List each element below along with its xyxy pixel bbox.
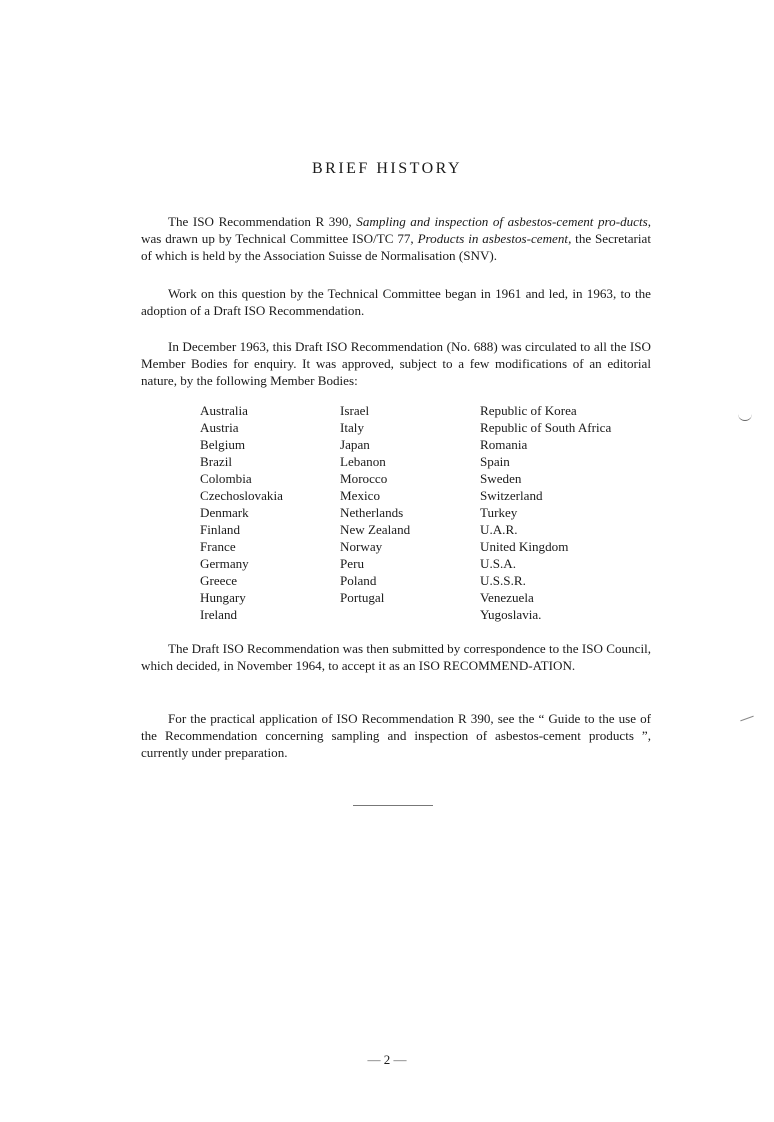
member-body: Poland bbox=[340, 573, 377, 588]
member-body: United Kingdom bbox=[480, 539, 569, 554]
p3-text: In December 1963, this Draft ISO Recommendation (No. 688) was circulated to all the ISO Member Bodies for enquiry. It was approved, subject to a few modifications of an editorial nature, by the following Member Bodies: bbox=[141, 339, 651, 388]
page-title: BRIEF HISTORY bbox=[311, 160, 462, 177]
member-body: U.S.S.R. bbox=[480, 573, 526, 588]
p1-committee-italic: Products in asbestos-cement bbox=[417, 231, 569, 246]
member-body: Lebanon bbox=[340, 454, 386, 469]
member-body: Morocco bbox=[340, 471, 388, 486]
member-body: Sweden bbox=[480, 471, 522, 486]
member-body: Venezuela bbox=[480, 590, 534, 605]
p1-title-italic: Sampling and inspection of asbestos-cement pro-ducts bbox=[356, 214, 648, 229]
member-body: Germany bbox=[200, 556, 249, 571]
member-body: Yugoslavia. bbox=[480, 607, 542, 622]
member-list-col3 bbox=[480, 402, 611, 623]
member-body: Switzerland bbox=[480, 488, 543, 503]
p1-text-e: , the Secretariat of which is held by the Association Suisse de Normalisation (SNV). bbox=[141, 231, 652, 263]
member-body: Mexico bbox=[340, 488, 380, 503]
member-body: Brazil bbox=[200, 454, 232, 469]
member-body: Republic of South Africa bbox=[480, 420, 612, 435]
member-body: Colombia bbox=[200, 471, 252, 486]
member-body: Greece bbox=[200, 573, 238, 588]
member-body: Peru bbox=[340, 556, 365, 571]
member-body: Israel bbox=[340, 403, 370, 418]
member-body: Spain bbox=[480, 454, 510, 469]
paragraph-guide bbox=[141, 710, 651, 761]
member-body: Austria bbox=[200, 420, 239, 435]
member-body: Ireland bbox=[200, 607, 238, 622]
member-body: Hungary bbox=[200, 590, 246, 605]
member-list-col2 bbox=[340, 402, 410, 606]
member-body: Japan bbox=[340, 437, 370, 452]
member-list-col1 bbox=[200, 402, 283, 623]
member-body: Italy bbox=[340, 420, 364, 435]
p1-text-c: , was drawn up by Technical Committee ISO/TC 77, bbox=[141, 214, 651, 246]
member-body: U.S.A. bbox=[480, 556, 517, 571]
member-body: Portugal bbox=[340, 590, 385, 605]
margin-mark bbox=[738, 412, 752, 421]
page-number-value: 2 bbox=[383, 1052, 391, 1067]
p2-text: Work on this question by the Technical Committee began in 1961 and led, in 1963, to the adoption of a Draft ISO Recommendation. bbox=[141, 286, 651, 318]
p5-text: For the practical application of ISO Recommendation R 390, see the “ Guide to the use of the Recommendation concerning sampling and inspection of asbestos-cement products ”, currently under preparation. bbox=[141, 711, 651, 760]
separator-rule bbox=[353, 805, 433, 806]
member-body: Denmark bbox=[200, 505, 249, 520]
member-body: France bbox=[200, 539, 236, 554]
paragraph-circulation bbox=[141, 338, 651, 389]
member-body: Belgium bbox=[200, 437, 246, 452]
member-body: Czechoslovakia bbox=[200, 488, 283, 503]
page-number: — 2 — bbox=[367, 1052, 407, 1067]
member-body: Turkey bbox=[480, 505, 518, 520]
member-body: Republic of Korea bbox=[480, 403, 577, 418]
margin-mark bbox=[740, 716, 753, 722]
p4-text: The Draft ISO Recommendation was then submitted by correspondence to the ISO Council, which decided, in November 1964, to accept it as an ISO RECOMMEND-ATION. bbox=[141, 641, 651, 673]
p1-text-a: The ISO Recommendation R 390, bbox=[168, 214, 357, 229]
member-body: Netherlands bbox=[340, 505, 404, 520]
paragraph-work bbox=[141, 285, 651, 319]
member-body: Finland bbox=[200, 522, 241, 537]
member-body: Norway bbox=[340, 539, 383, 554]
member-body: New Zealand bbox=[340, 522, 411, 537]
paragraph-origin bbox=[141, 213, 651, 264]
paragraph-council bbox=[141, 640, 651, 674]
member-body: Romania bbox=[480, 437, 528, 452]
member-body: U.A.R. bbox=[480, 522, 518, 537]
member-body: Australia bbox=[200, 403, 248, 418]
